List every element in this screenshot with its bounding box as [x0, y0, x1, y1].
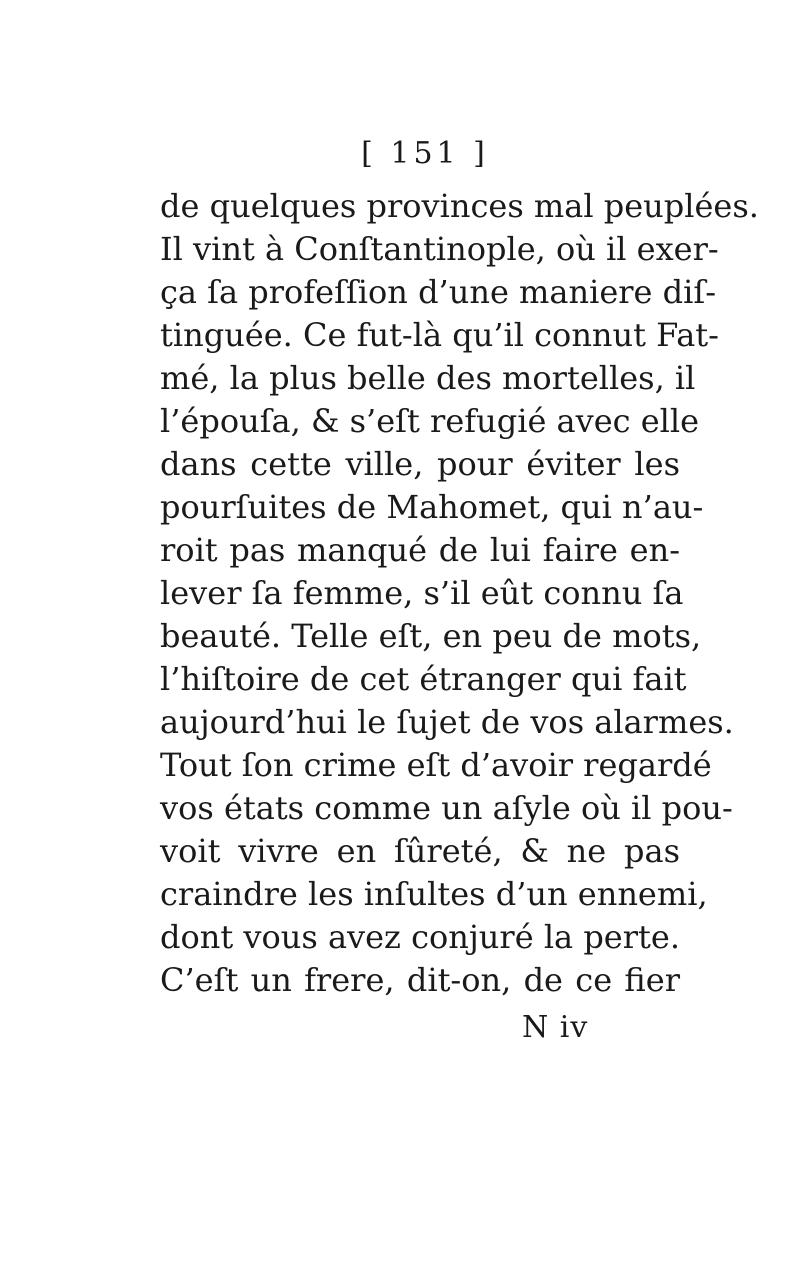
text-line: mé, la plus belle des mortelles, il: [160, 359, 696, 397]
page-number: [ 151 ]: [361, 136, 489, 171]
body-text: [160, 185, 759, 1002]
text-line: ça ſa profeſſion d’une maniere diſ-: [160, 273, 717, 311]
text-line: roit pas manqué de lui faire en-: [160, 531, 680, 569]
text-line: C’eſt un frere, dit-on, de ce fier: [160, 961, 680, 999]
signature-mark: N iv: [522, 1010, 589, 1045]
text-line: tinguée. Ce fut-là qu’il connut Fat-: [160, 316, 719, 354]
text-line: aujourd’hui le ſujet de vos alarmes.: [160, 703, 734, 741]
text-line: Il vint à Conſtantinople, où il exer-: [160, 230, 719, 268]
text-line: pourſuites de Mahomet, qui n’au-: [160, 488, 704, 526]
text-line: craindre les inſultes d’un ennemi,: [160, 875, 708, 913]
text-line: Tout ſon crime eſt d’avoir regardé: [160, 746, 712, 784]
text-line: beauté. Telle eſt, en peu de mots,: [160, 617, 702, 655]
text-line: dans cette ville, pour éviter les: [160, 445, 680, 483]
text-line: l’épouſa, & s’eſt refugié avec elle: [160, 402, 700, 440]
text-line: l’hiſtoire de cet étranger qui fait: [160, 660, 687, 698]
text-line: de quelques provinces mal peuplées.: [160, 187, 759, 225]
text-line: lever ſa femme, s’il eût connu ſa: [160, 574, 684, 612]
text-line: voit vivre en ſûreté, & ne pas: [160, 832, 680, 870]
text-line: vos états comme un aſyle où il pou-: [160, 789, 733, 827]
text-line: dont vous avez conjuré la perte.: [160, 918, 680, 956]
